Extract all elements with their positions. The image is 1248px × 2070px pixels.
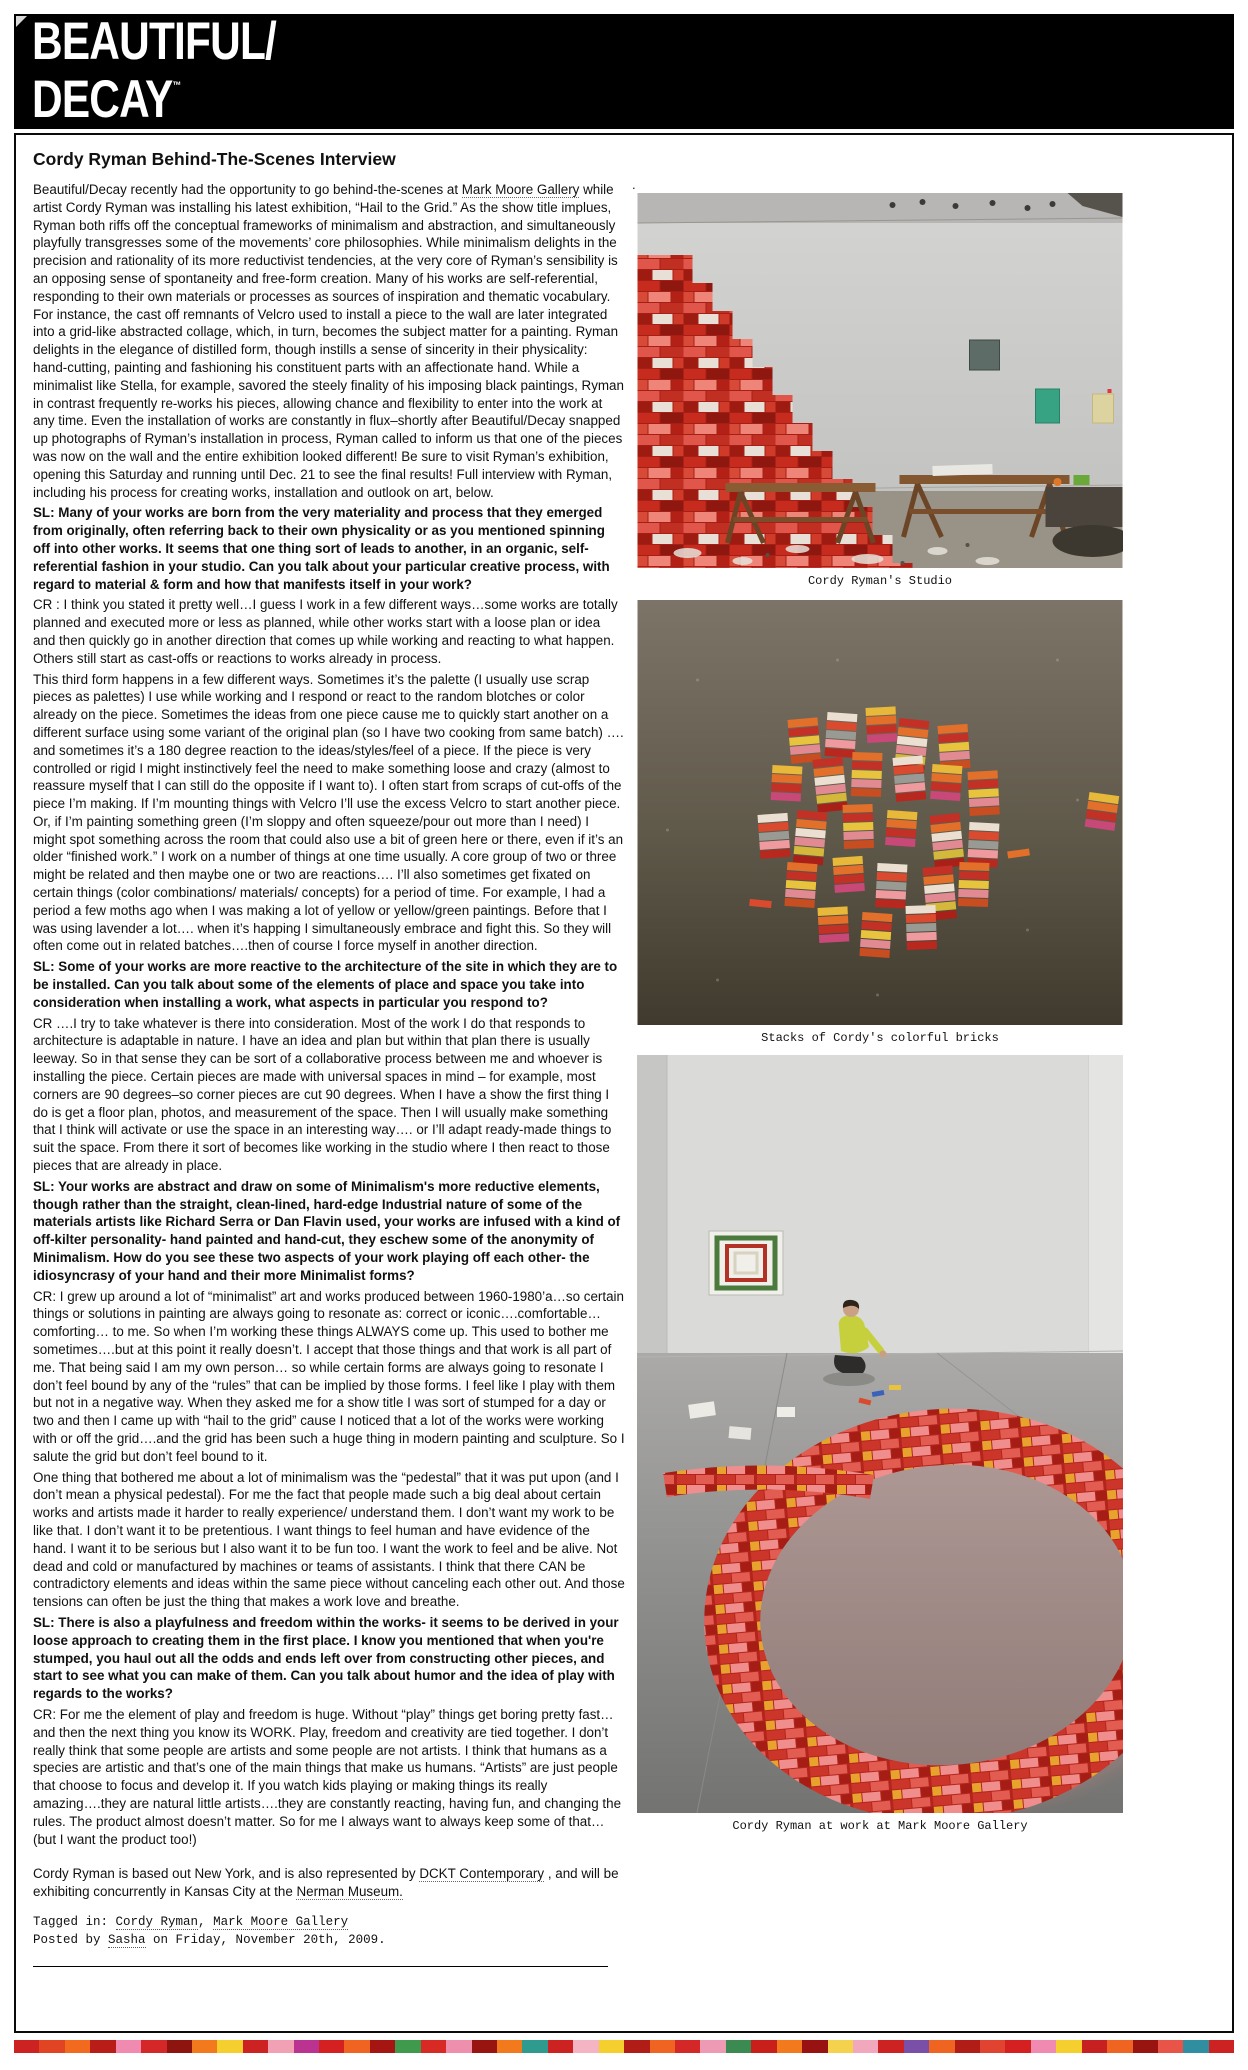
dckt-contemporary-link[interactable]: DCKT Contemporary [419,1866,545,1882]
site-header [14,14,1234,129]
question-3: SL: Your works are abstract and draw on some of Minimalism's more reductive elements, though rather than the straight, clean-lined, hard-edge Industrial nature of some of the materials artists like Richard Serra or Dan Flavin used, your works are infused with a kind of off-kilter personality- hand painted and hand-cut, they eschew some of the anonymity of Minimalism. How do you see these two aspects of your work playing off each other- the idiosyncrasy of your hand and their more Minimalist forms? [33,1178,621,1283]
logo-line-2: DECAY™ [32,70,182,129]
photo-studio [637,193,1123,588]
at-work-photo-illustration [637,1055,1123,1813]
question-2: SL: Some of your works are more reactive to the architecture of the site in which they are to be installed. Can you talk about some of the elements of place and space you take into consideration when installing a work, what aspects in particular you respond to? [33,959,618,1010]
question-1: SL: Many of your works are born from the very materiality and process that they emerged from originally, often referring back to their own physicality or as you mentioned spinning off into other works. It seems that one thing sort of leads to another, in an organic, self-referential fashion in your studio. Can you talk about your particular creative process, with regard to material & form and how that manifests itself in your work? [33,505,610,592]
tag-link-mark-moore-gallery[interactable]: Mark Moore Gallery [213,1914,349,1929]
answer-1b: This third form happens in a few different ways. Sometimes it’s the palette (I usually use scrap pieces as palettes) I use while working and I respond or react to the random blotches or color already on the piece. Sometimes the ideas from one piece cause me to quickly start another on a different surface using some variant of the original plan (so I have two cooking from same batch) …. and sometimes it’s a 180 degree reaction to the ideas/styles/feel of a piece. If the piece is very controlled or rigid I might instinctively feel the need to make something loose and crazy (almost to reassure myself that I can still do the opposite if I want to). I often start from scraps of cut-offs of the piece I’m making. If I’m mounting things with Velcro I’ll use the excess Velcro to start another piece. Or, if I’m painting something green (I’m sloppy and often squeeze/pour out more than I need) I might spot something across the room that could also use a bit of green here or there, even if it’s an older “finished work.” I work on a number of things at one time usually. A core group of two or three might be related and then maybe one or two are reactions…. I’ll also sometimes get fixated on certain things (color combinations/ materials/ concepts) for a period of time. For example, I had a period a few moths ago when I was making a lot of yellow or yellow/green paintings. Before that I was using lavender a lot…. when it’s happing I simultaneously embrace and fight this. So they will often come out in related batches….then of course I force myself in another direction. [33,671,624,954]
footer-stripe [14,2040,1234,2053]
brick-stacks-photo-illustration [637,600,1123,1025]
photo-brick-stacks [637,600,1123,1045]
answer-3b: One thing that bothered me about a lot of minimalism was the “pedestal” that it was put upon (and I don’t mean a physical pedestal). For me the fact that people made such a big deal about certain works and artists made it harder to really experience/ understand them. I don’t want my work to be like that. I don’t want it to be pretentious. I want things to feel human and have evidence of the hand. I want it to be serious but I also want it to be fun too. I want the work to feel and be alive. Not dead and cold or manufactured by machines or teams of assistants. I think that there CAN be contradictory elements and ideas within the same piece without canceling each other out. And those tensions can often be just the thing that makes a work love and breathe. [33,1469,625,1610]
posted-by-line: Posted by Sasha on Friday, November 20th, 2009. [33,1932,386,1947]
photo-caption-studio: Cordy Ryman's Studio [807,574,953,588]
page-title: Cordy Ryman Behind-The-Scenes Interview [33,149,396,169]
corner-flag-icon [16,16,27,27]
stray-period: . [632,177,636,192]
answer-1a: CR : I think you stated it pretty well…I guess I work in a few different ways…some works are totally planned and executed more or less as planned, while other works start with a loose plan or idea and then quickly go in another direction that comes up while working and reacting to what happen. Others still start as cast-offs or reactions to works already in process. [33,597,618,666]
answer-2: CR ….I try to take whatever is there into consideration. Most of the work I do that responds to architecture is adaptable in nature. I have an idea and plan but within that plan there is usually leeway. So in that sense they can be sort of a collaborative process between me and whoever is installing the piece. Certain pieces are made with universal spaces in mind – for example, most corners are 90 degrees–so corner pieces are cut 90 degrees. When I have a show the first thing I do is get a floor plan, photos, and measurement of the space. Then I will usually make something that I think will activate or use the space in an interesting way…. or I’ll adapt ready-made things to suit the space. From there it sort of becomes like working in the studio where I then react to those pieces that are already in place. [33,1015,612,1174]
page [0,14,1248,2053]
tag-link-cordy-ryman[interactable]: Cordy Ryman [115,1914,199,1929]
nerman-museum-link[interactable]: Nerman Museum. [296,1884,403,1900]
studio-photo-illustration [637,193,1123,568]
bottom-divider [33,1966,608,1967]
intro-paragraph: Beautiful/Decay recently had the opportunity to go behind-the-scenes at Mark Moore Gallery while artist Cordy Ryman was installing his latest exhibition, “Hail to the Grid.” As the show title implues, Ryman both riffs off the conceptual frameworks of minimalism and abstraction, and simultaneously playfully transgresses some of the movements’ core philosophies. While minimalism delights in the precision and rationality of its more reductivist tendencies, at the very core of Ryman’s sensibility is an opposing sense of spontaneity and free-form creation. Many of his works are self-referential, responding to their own materials or processes as sources of inspiration and thematic vocabulary. For instance, the cast off remnants of Velcro used to install a piece to the wall are later integrated into a grid-like abstracted collage, which, in turn, becomes the subject matter for a painting. Ryman delights in the elegance of distilled form, though instills a sense of sincerity in their physicality: hand-cutting, painting and fashioning his constituent parts with an affectionate hand. While a minimalist like Stella, for example, savored the steely finality of his imposing black paintings, Ryman in contrast frequently re-works his pieces, allowing chance and flexibility to enter into the work at any time. Even the installation of works are constantly in flux–shortly after Beautiful/Decay snapped up photographs of Ryman’s installation in process, Ryman called to inform us that one of the pieces was now on the wall and the entire exhibition looked different! Be sure to visit Ryman’s exhibition, opening this Saturday and running until Dec. 21 to see the final results! Full interview with Ryman, including his process for creating works, installation and outlook on art, below. [33,182,624,500]
answer-3a: CR: I grew up around a lot of “minimalist” art and works produced between 1960-1980’a…so certain things or solutions in painting are always going to resonate as: correct or iconic….comfortable…comforting… to me. So when I’m working these things ALWAYS come up. This used to bother me sometimes….but at this point it really doesn’t. I accept that those things and that work is all part of me. That being said I am my own person… so while certain forms are always going to resonate I don’t feel bound by any of the “rules” that can be implied by those forms. I feel like I play with them but not in a negative way. When they asked me for a show title I was sort of stumped for a day or two and then I came up with “hail to the grid” cause I noticed that a lot of the works were working with or off the grid….and the grid has been such a huge thing in modern painting and sculpture. So I salute the grid but don’t feel bound to it. [33,1288,625,1464]
closing-paragraph: Cordy Ryman is based out New York, and is also represented by DCKT Contemporary , and will be exhibiting concurrently in Kansas City at the Nerman Museum. [33,1866,619,1900]
mark-moore-gallery-link[interactable]: Mark Moore Gallery [461,182,580,197]
site-logo[interactable] [32,14,337,129]
article-box [14,133,1234,2033]
question-4: SL: There is also a playfulness and freedom within the works- it seems to be derived in your loose approach to creating them in the first place. I know you mentioned that when you're stumped, you haul out all the odds and ends left over from constructing other pieces, and start to see what you can make of them. Can you talk about humor and the idea of play with regards to the works? [33,1614,619,1702]
tagged-in-line: Tagged in: Cordy Ryman, Mark Moore Gallery [33,1914,349,1929]
posted-label: Posted by [33,1932,101,1947]
answer-4: CR: For me the element of play and freedom is huge. Without “play” things get boring pretty fast…and then the next thing you know its WORK. Play, freedom and creativity are tied together. I don’t really think that some people are artists and some people are not artists. I think that humans as a species are artistic and that’s one of the main things that make us humans. “Artists” are just people that choose to focus and develop it. If you watch kids playing or making things its really amazing….they are natural little artists….they are constantly reacting, having fun, and changing the rules. The product almost doesn’t matter. So for me I always want to always keep some of that…(but I want the product too!) [33,1706,622,1847]
photo-caption-brick-stacks: Stacks of Cordy's colorful bricks [761,1031,999,1045]
logo-line-1: BEAUTIFUL/ [32,14,277,71]
article-text-column [33,149,625,1967]
photo-caption-at-work: Cordy Ryman at work at Mark Moore Gallery [732,1819,1028,1833]
tagged-label: Tagged in: [33,1914,109,1929]
author-link-sasha[interactable]: Sasha [108,1932,146,1947]
trademark-symbol: ™ [172,80,182,92]
photo-at-work [637,1055,1123,1833]
post-meta [33,1913,625,1949]
